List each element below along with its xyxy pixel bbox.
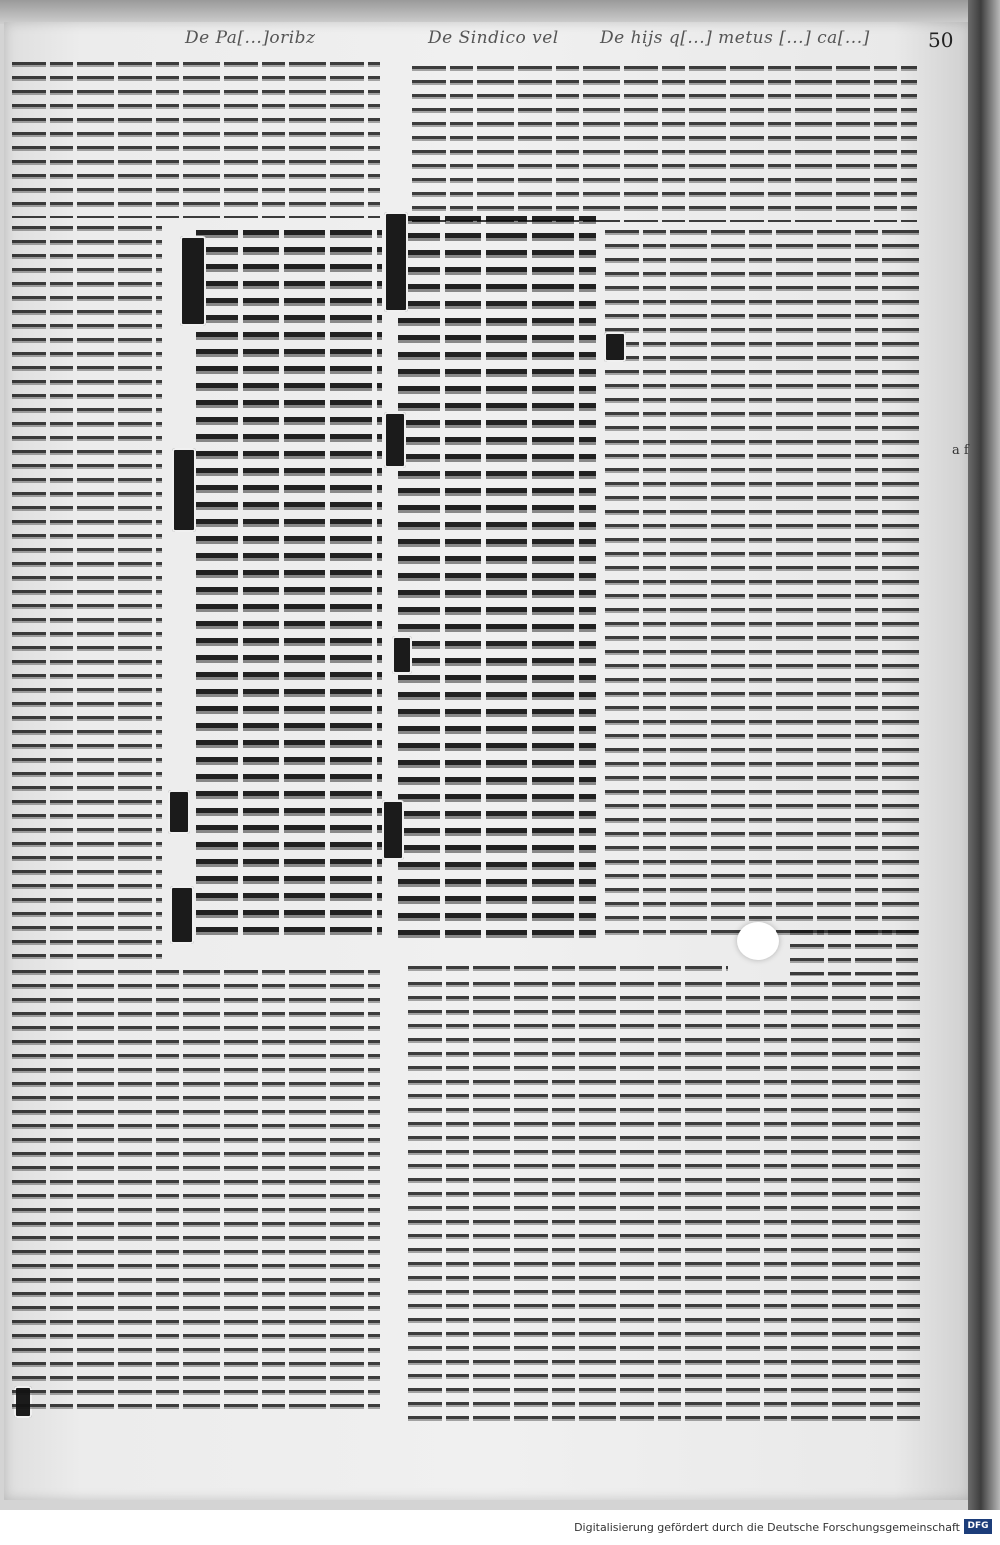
gloss-column-left (12, 222, 162, 964)
main-text-column-2 (398, 212, 596, 946)
gloss-line-under-hole (408, 962, 728, 976)
running-head-right: De hijs q[...] metus [...] ca[...] (600, 28, 870, 48)
running-head-left: De Pa[...]oribz (185, 28, 316, 48)
folio-number: 50 (928, 28, 954, 52)
gloss-block-top-left (12, 58, 380, 218)
main-text-column-1 (196, 226, 382, 941)
initial-letter-n (180, 236, 206, 326)
dfg-logo: DFG (964, 1519, 992, 1534)
initial-letter-c (172, 448, 196, 532)
initial-letter-c2 (384, 412, 406, 468)
gloss-fragment-right (790, 926, 918, 976)
gloss-block-bottom-right (408, 978, 920, 1424)
initial-letter-p (382, 800, 404, 860)
gloss-block-bottom-left (12, 966, 380, 1416)
marginal-letters: a f (952, 443, 969, 458)
running-head-center: De Sindico vel (428, 28, 559, 48)
initial-letter-s (392, 636, 412, 674)
initial-letter-m (168, 790, 190, 834)
parchment-hole (737, 922, 779, 960)
initial-letter-q (170, 886, 194, 944)
gloss-column-right (605, 226, 920, 938)
book-binding (968, 0, 1000, 1510)
footer-bar (0, 1510, 1000, 1545)
page-top-edge (0, 0, 1000, 24)
gloss-block-top-right (412, 62, 917, 222)
funding-credit: Digitalisierung gefördert durch die Deutsche Forschungsgemeinschaft (574, 1521, 960, 1534)
initial-letter-c3 (604, 332, 626, 362)
initial-letter-a (384, 212, 408, 312)
